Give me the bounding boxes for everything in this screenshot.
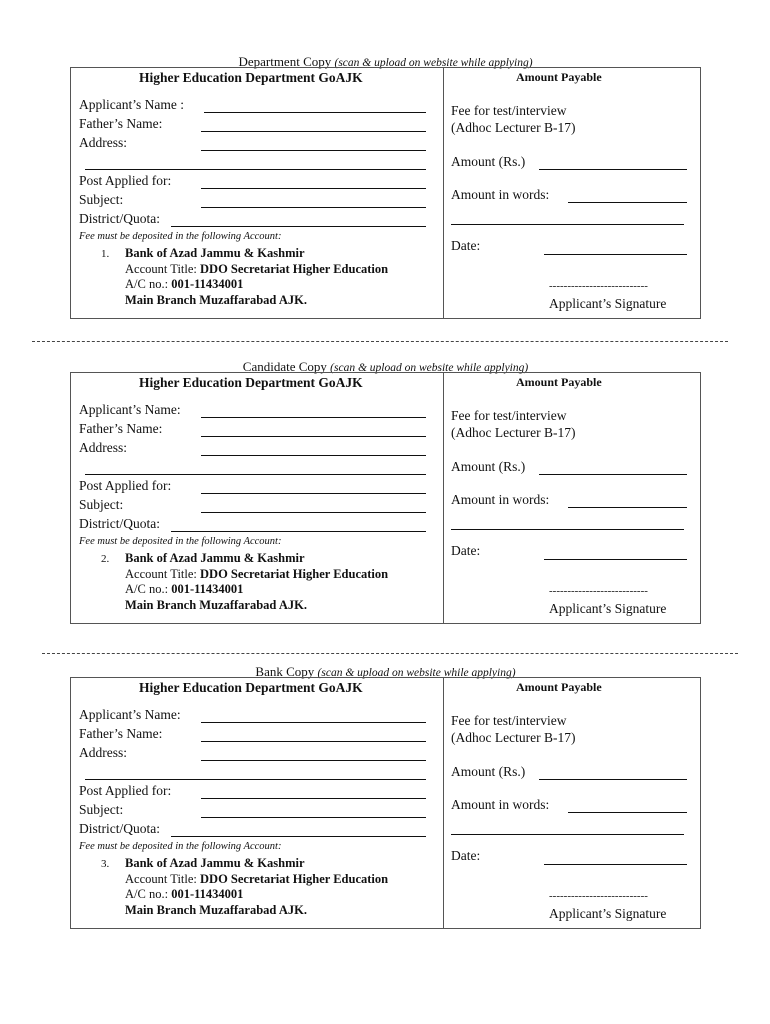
department-copy [70,55,701,355]
form-box [70,67,701,319]
copy-heading-title: Department Copy [238,54,332,69]
account-title-label: Account Title: [125,566,197,581]
cut-line [42,653,738,654]
fee-line-2: (Adhoc Lecturer B-17) [451,425,576,440]
date-label: Date: [451,848,481,863]
address-line-2[interactable] [85,169,426,170]
department-title: Higher Education Department GoAJK [139,375,363,390]
amount-words-line-1[interactable] [568,202,687,203]
subject-line[interactable] [201,817,426,818]
copy-heading-note: (scan & upload on website while applying) [317,667,516,679]
amount-rs-line[interactable] [539,474,687,475]
address-line-1[interactable] [201,150,426,151]
account-number-index: 2. [101,553,110,565]
branch-name: Main Branch Muzaffarabad AJK. [125,902,307,917]
account-title-label: Account Title: [125,871,197,886]
signature-label: Applicant’s Signature [549,601,667,616]
post-applied-label: Post Applied for: [79,783,172,798]
account-number-index: 1. [101,248,110,260]
post-applied-line[interactable] [201,188,426,189]
subject-line[interactable] [201,207,426,208]
bank-details [125,551,388,613]
applicant-name-label: Applicant’s Name: [79,707,181,722]
account-title: DDO Secretariat Higher Education [200,871,389,886]
copy-heading-title: Bank Copy [255,664,315,679]
father-name-label: Father’s Name: [79,116,163,131]
date-label: Date: [451,238,481,253]
amount-words-line-1[interactable] [568,812,687,813]
ac-number: 001-11434001 [171,277,244,291]
address-label: Address: [79,440,127,455]
address-label: Address: [79,745,127,760]
fee-deposit-note: Fee must be deposited in the following Account: [79,231,282,242]
applicant-name-line[interactable] [201,722,426,723]
bank-copy [70,665,701,965]
address-line-1[interactable] [201,455,426,456]
copy-heading-note: (scan & upload on website while applying) [334,57,533,69]
candidate-copy [70,360,701,660]
fee-line-2: (Adhoc Lecturer B-17) [451,730,576,745]
signature-line[interactable]: --------------------------- [549,280,648,292]
date-line[interactable] [544,254,687,255]
father-name-label: Father’s Name: [79,726,163,741]
address-line-2[interactable] [85,474,426,475]
district-quota-line[interactable] [171,531,426,532]
account-title: DDO Secretariat Higher Education [200,566,389,581]
amount-rs-line[interactable] [539,779,687,780]
amount-rs-label: Amount (Rs.) [451,154,526,169]
branch-name: Main Branch Muzaffarabad AJK. [125,597,307,612]
district-quota-label: District/Quota: [79,516,160,531]
ac-number: 001-11434001 [171,887,244,901]
ac-label: A/C no.: [125,277,169,291]
column-divider [443,678,444,928]
father-name-label: Father’s Name: [79,421,163,436]
subject-label: Subject: [79,802,124,817]
signature-line[interactable]: --------------------------- [549,890,648,902]
ac-label: A/C no.: [125,582,169,596]
amount-rs-label: Amount (Rs.) [451,764,526,779]
father-name-line[interactable] [201,436,426,437]
date-line[interactable] [544,864,687,865]
bank-details [125,246,388,308]
district-quota-line[interactable] [171,226,426,227]
amount-words-label: Amount in words: [451,187,550,202]
fee-line-1: Fee for test/interview [451,713,567,728]
account-title-label: Account Title: [125,261,197,276]
bank-name: Bank of Azad Jammu & Kashmir [125,246,305,260]
fee-line-1: Fee for test/interview [451,103,567,118]
subject-line[interactable] [201,512,426,513]
cut-line [32,341,728,342]
signature-label: Applicant’s Signature [549,906,667,921]
bank-name: Bank of Azad Jammu & Kashmir [125,551,305,565]
address-line-1[interactable] [201,760,426,761]
subject-label: Subject: [79,192,124,207]
amount-payable-title: Amount Payable [516,70,602,84]
post-applied-line[interactable] [201,798,426,799]
date-label: Date: [451,543,481,558]
bank-name: Bank of Azad Jammu & Kashmir [125,856,305,870]
district-quota-label: District/Quota: [79,211,160,226]
amount-words-line-2[interactable] [451,529,684,530]
subject-label: Subject: [79,497,124,512]
column-divider [443,68,444,318]
form-box [70,372,701,624]
copy-heading-note: (scan & upload on website while applying) [330,362,529,374]
father-name-line[interactable] [201,131,426,132]
account-title: DDO Secretariat Higher Education [200,261,389,276]
form-box [70,677,701,929]
signature-line[interactable]: --------------------------- [549,585,648,597]
father-name-line[interactable] [201,741,426,742]
bank-details [125,856,388,918]
post-applied-label: Post Applied for: [79,478,172,493]
fee-line-1: Fee for test/interview [451,408,567,423]
applicant-name-line[interactable] [204,112,426,113]
address-line-2[interactable] [85,779,426,780]
copy-heading-title: Candidate Copy [242,359,327,374]
amount-words-label: Amount in words: [451,797,550,812]
ac-number: 001-11434001 [171,582,244,596]
post-applied-label: Post Applied for: [79,173,172,188]
ac-label: A/C no.: [125,887,169,901]
amount-words-line-2[interactable] [451,834,684,835]
district-quota-line[interactable] [171,836,426,837]
amount-rs-line[interactable] [539,169,687,170]
fee-line-2: (Adhoc Lecturer B-17) [451,120,576,135]
amount-words-line-2[interactable] [451,224,684,225]
applicant-name-label: Applicant’s Name : [79,97,184,112]
fee-deposit-note: Fee must be deposited in the following Account: [79,841,282,852]
amount-words-label: Amount in words: [451,492,550,507]
fee-deposit-note: Fee must be deposited in the following Account: [79,536,282,547]
address-label: Address: [79,135,127,150]
signature-label: Applicant’s Signature [549,296,667,311]
applicant-name-label: Applicant’s Name: [79,402,181,417]
amount-rs-label: Amount (Rs.) [451,459,526,474]
column-divider [443,373,444,623]
date-line[interactable] [544,559,687,560]
applicant-name-line[interactable] [201,417,426,418]
amount-payable-title: Amount Payable [516,680,602,694]
department-title: Higher Education Department GoAJK [139,680,363,695]
post-applied-line[interactable] [201,493,426,494]
district-quota-label: District/Quota: [79,821,160,836]
department-title: Higher Education Department GoAJK [139,70,363,85]
account-number-index: 3. [101,858,110,870]
branch-name: Main Branch Muzaffarabad AJK. [125,292,307,307]
amount-words-line-1[interactable] [568,507,687,508]
amount-payable-title: Amount Payable [516,375,602,389]
